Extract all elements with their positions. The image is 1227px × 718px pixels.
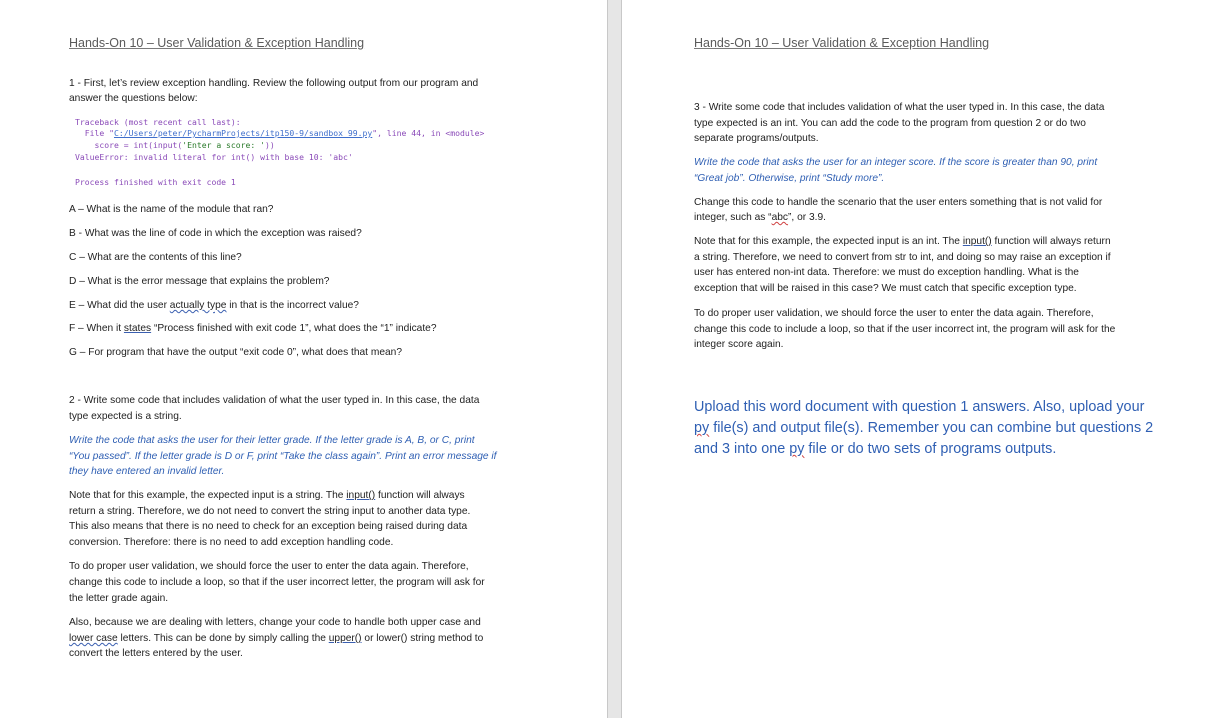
question-3-instruction-1: Write the code that asks the user for an integer score. If the score is greater than 90, print — [694, 157, 1098, 168]
question-3-note-2: a string. Therefore, we need to convert from str to int, and doing so may raise an exception if — [694, 252, 1111, 263]
page-header: Hands-On 10 – User Validation & Exception Handling — [694, 36, 990, 50]
spelling-mark: abc — [771, 212, 789, 223]
text: E – What did the user — [69, 300, 170, 311]
question-a: A – What is the name of the module that ran? — [69, 204, 274, 215]
question-3-validation-3: integer score again. — [694, 339, 784, 350]
text: integer, such as “ — [694, 212, 772, 223]
question-3-change-2 — [694, 210, 826, 226]
text: and 3 into one — [694, 441, 790, 457]
code-line-traceback: Traceback (most recent call last): — [75, 117, 241, 127]
page-gutter — [607, 0, 622, 718]
grammar-mark: input() — [962, 236, 992, 247]
code-string: 'Enter a score: ' — [182, 140, 266, 150]
spelling-mark: py — [789, 441, 805, 457]
grammar-mark: states — [123, 323, 152, 334]
code-line-exit: Process finished with exit code 1 — [75, 177, 236, 187]
grammar-mark: input() — [346, 490, 376, 501]
text: in that is the incorrect value? — [226, 300, 359, 311]
code-text: score = int(input( — [75, 140, 183, 150]
question-2-line-2: type expected is a string. — [69, 411, 182, 422]
text: Note that for this example, the expected input is a string. The — [69, 490, 347, 501]
question-3-line-2: type expected is an int. You can add the code to the program from question 2 or do two — [694, 118, 1086, 129]
code-text: )) — [265, 140, 275, 150]
question-1-intro-line-2: answer the questions below: — [69, 93, 198, 104]
question-3-change-1: Change this code to handle the scenario that the user enters something that is not valid for — [694, 197, 1103, 208]
text: “Process finished with exit code 1”, what does the “1” indicate? — [151, 323, 437, 334]
question-3-note-3: user has entered non-int data. Therefore: we must do exception handling. What is the — [694, 267, 1079, 278]
text: F – When it — [69, 323, 124, 334]
text: function will always return — [991, 236, 1111, 247]
question-2-also-1: Also, because we are dealing with letters, change your code to handle both upper case and — [69, 617, 481, 628]
question-3-validation-1: To do proper user validation, we should force the user to enter the data again. Therefore, — [694, 308, 1094, 319]
question-2-instruction-1: Write the code that asks the user for their letter grade. If the letter grade is A, B, or C, print — [69, 435, 475, 446]
question-2-note-3: This also means that there is no need to check for an exception being raised during data — [69, 521, 468, 532]
text: file(s) and output file(s). Remember you can combine but questions 2 — [709, 420, 1154, 436]
text: file or do two sets of programs outputs. — [804, 441, 1057, 457]
text: function will always — [375, 490, 465, 501]
question-2-instruction-3: they have entered an invalid letter. — [69, 466, 225, 477]
document-page-right — [622, 0, 1227, 718]
question-e — [69, 298, 359, 314]
grammar-mark: upper() — [328, 633, 362, 644]
question-2-also-3: convert the letters entered by the user. — [69, 648, 243, 659]
code-text: File " — [75, 128, 114, 138]
question-d: D – What is the error message that explains the problem? — [69, 276, 330, 287]
question-g: G – For program that have the output “exit code 0”, what does that mean? — [69, 347, 402, 358]
code-line-file — [75, 127, 484, 139]
text: letters. This can be done by simply calling the — [117, 633, 329, 644]
grammar-mark: actually type — [169, 300, 227, 311]
grammar-mark: lower case — [69, 633, 118, 644]
question-3-instruction-2: “Great job”. Otherwise, print “Study more”. — [694, 173, 885, 184]
question-3-note-1 — [694, 234, 1111, 250]
question-2-validation-3: the letter grade again. — [69, 593, 169, 604]
upload-instruction-2 — [694, 418, 1153, 439]
question-2-also-2 — [69, 631, 483, 647]
question-b: B - What was the line of code in which the exception was raised? — [69, 228, 362, 239]
question-3-line-3: separate programs/outputs. — [694, 133, 819, 144]
document-page-left — [0, 0, 607, 718]
question-2-line-1: 2 - Write some code that includes validation of what the user typed in. In this case, the data — [69, 395, 480, 406]
question-2-validation-2: change this code to include a loop, so that if the user incorrect letter, the program will ask for — [69, 577, 485, 588]
question-2-note-2: return a string. Therefore, we do not need to convert the string input to another data type. — [69, 506, 471, 517]
question-3-validation-2: change this code to include a loop, so that if the user incorrect int, the program will ask for the — [694, 324, 1116, 335]
text: or lower() string method to — [361, 633, 484, 644]
question-3-line-1: 3 - Write some code that includes validation of what the user typed in. In this case, the data — [694, 102, 1105, 113]
question-3-note-4: exception that will be raised in this case? We must catch that specific exception type. — [694, 283, 1077, 294]
code-line-score — [75, 139, 275, 151]
text: ”, or 3.9. — [788, 212, 826, 223]
code-text: ", line 44, in <module> — [372, 128, 485, 138]
page-header: Hands-On 10 – User Validation & Exception Handling — [69, 36, 365, 50]
question-2-note-1 — [69, 488, 465, 504]
question-1-intro-line-1: 1 - First, let’s review exception handling. Review the following output from our program and — [69, 78, 479, 89]
question-2-note-4: conversion. Therefore: there is no need to add exception handling code. — [69, 537, 394, 548]
text: Note that for this example, the expected input is an int. The — [694, 236, 963, 247]
upload-instruction-3 — [694, 439, 1056, 460]
code-file-link[interactable]: C:/Users/peter/PycharmProjects/itp150-9/sandbox_99.py — [113, 128, 373, 138]
question-2-instruction-2: “You passed”. If the letter grade is D or F, print “Take the class again”. Print an error message if — [69, 451, 497, 462]
spelling-mark: py — [694, 420, 710, 436]
code-line-valueerror: ValueError: invalid literal for int() with base 10: 'abc' — [75, 152, 353, 162]
question-2-validation-1: To do proper user validation, we should force the user to enter the data again. Therefore, — [69, 561, 469, 572]
upload-instruction-1: Upload this word document with question 1 answers. Also, upload your — [694, 399, 1145, 415]
question-f — [69, 321, 437, 337]
question-c: C – What are the contents of this line? — [69, 252, 242, 263]
